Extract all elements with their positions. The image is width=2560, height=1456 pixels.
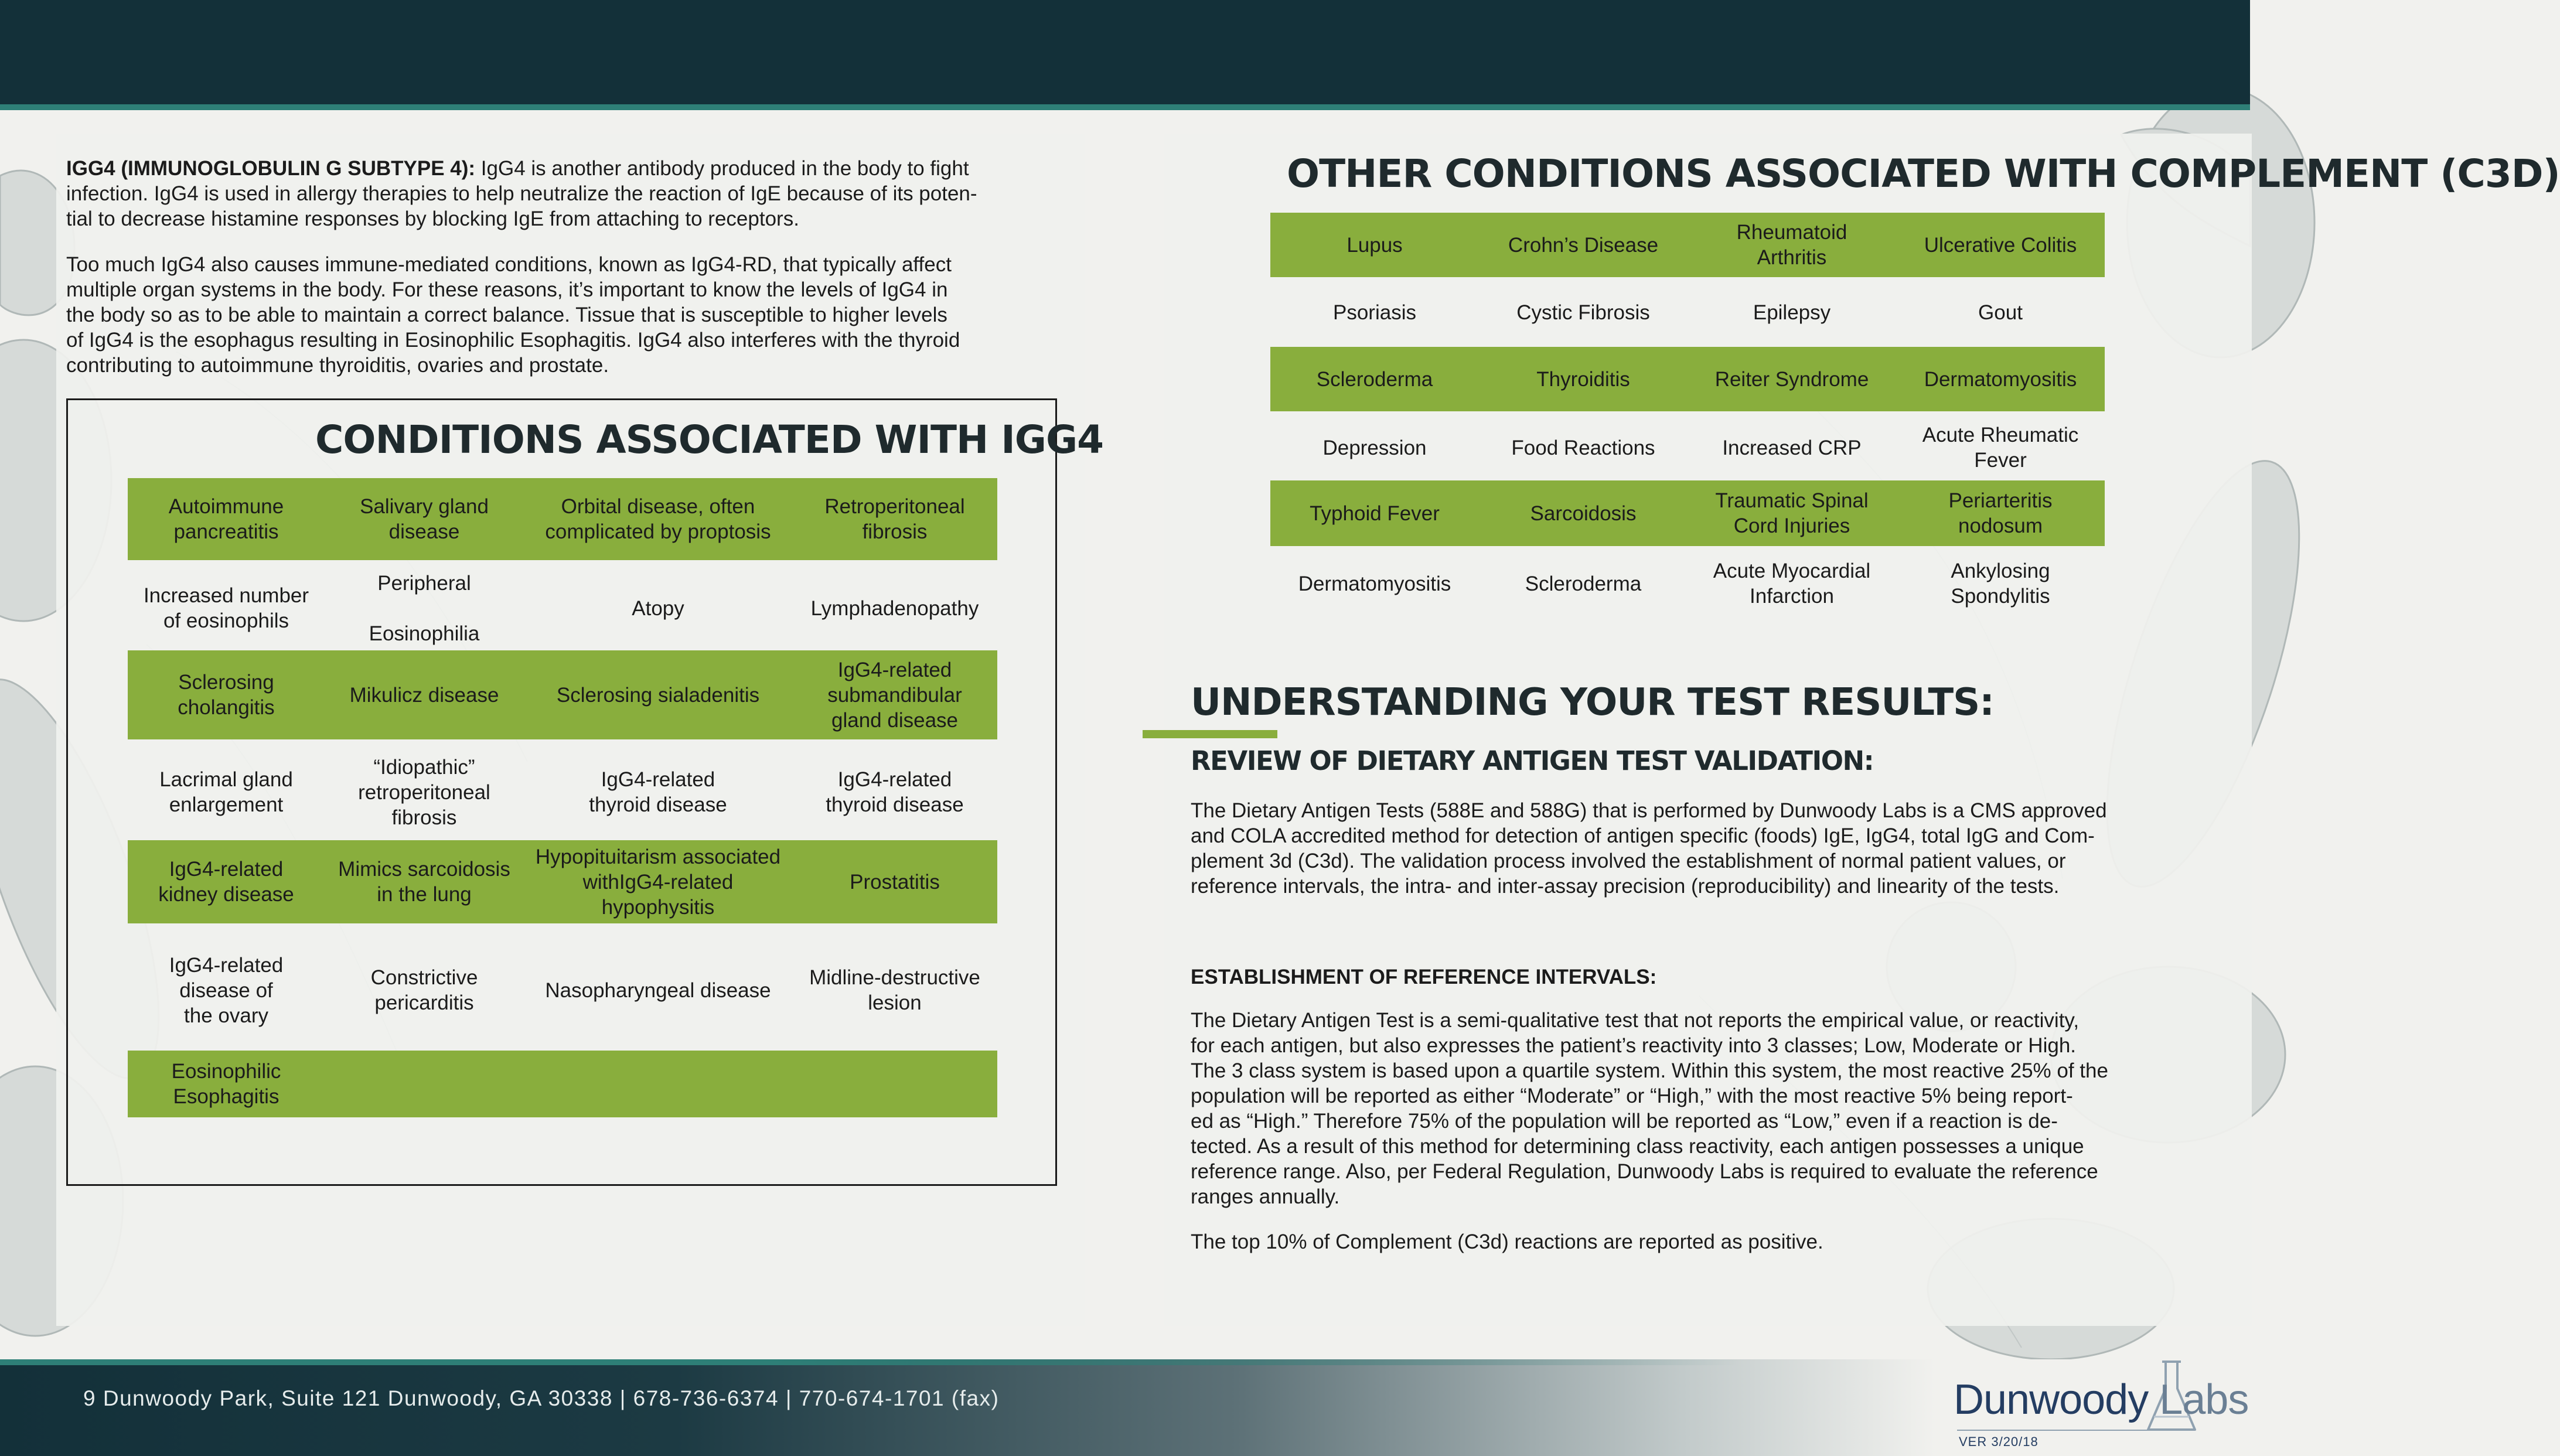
igg4-cell: Eosinophilic Esophagitis (171, 1060, 281, 1108)
c3d-cell: Epilepsy (1753, 301, 1831, 324)
footer-address: 9 Dunwoody Park, Suite 121 Dunwoody, GA 30338 | 678-736-6374 | 770-674-1701 (fax) (83, 1386, 1000, 1410)
igg4-cell: Sclerosing sialadenitis (556, 683, 760, 707)
c3d-cell: Psoriasis (1333, 301, 1416, 324)
c3d-cell: Thyroiditis (1536, 367, 1630, 391)
footer-accent-line (0, 1359, 1934, 1365)
c3d-cell: Gout (1978, 301, 2023, 324)
igg4-cell: Lymphadenopathy (810, 596, 979, 620)
igg4-cell: Atopy (632, 596, 684, 620)
results-line: ranges annually. (1191, 1185, 1340, 1208)
igg4-intro-line: tial to decrease histamine responses by blocking IgE from attaching to receptors. (66, 207, 799, 230)
results-line: The 3 class system is based upon a quartile system. Within this system, the most reactive 25% of the (1191, 1059, 2108, 1082)
igg4-cell (524, 1051, 792, 1117)
igg4-row (128, 566, 997, 650)
igg4-cell: IgG4-related submandibular gland disease (827, 658, 962, 732)
c3d-cell: Crohn’s Disease (1508, 233, 1659, 257)
c3d-row (1270, 480, 2105, 546)
igg4-cell (792, 1051, 997, 1117)
results-paragraph-3: The top 10% of Complement (C3d) reactions are reported as positive. (1191, 1230, 1823, 1253)
c3d-cell: Increased CRP (1722, 436, 1862, 459)
igg4-cell: Prostatitis (850, 870, 940, 894)
igg4-para-line: contributing to autoimmune thyroiditis, ovaries and prostate. (66, 354, 609, 377)
igg4-paragraph-2 (66, 252, 1062, 378)
c3d-cell: Dermatomyositis (1924, 367, 2077, 391)
igg4-row (128, 1051, 997, 1117)
logo-accent-text: Labs (2148, 1376, 2249, 1423)
igg4-cell: Constrictive pericarditis (370, 966, 478, 1014)
c3d-cell: Food Reactions (1511, 436, 1655, 459)
igg4-cell: Increased number of eosinophils (143, 584, 309, 632)
igg4-cell: Lacrimal gland enlargement (159, 768, 293, 816)
c3d-row (1270, 547, 2105, 620)
reference-intervals-heading: ESTABLISHMENT OF REFERENCE INTERVALS: (1191, 966, 1657, 988)
igg4-cell: Orbital disease, often complicated by proptosis (545, 495, 771, 543)
igg4-row (128, 745, 997, 839)
igg4-cell: Mimics sarcoidosis in the lung (338, 858, 510, 906)
igg4-cell: Mikulicz disease (349, 683, 499, 707)
c3d-cell: Acute Rheumatic Fever (1922, 424, 2079, 472)
igg4-table-title: CONDITIONS ASSOCIATED WITH IGG4 (315, 417, 1104, 462)
heading-accent-bar (1143, 730, 1277, 738)
results-line: ed as “High.” Therefore 75% of the population will be reported as “Low,” even if a reaction is de- (1191, 1110, 2058, 1133)
igg4-intro (66, 156, 1062, 231)
c3d-cell: Lupus (1347, 233, 1403, 257)
header-bar (0, 0, 2250, 104)
results-line: The Dietary Antigen Tests (588E and 588G) that is performed by Dunwoody Labs is a CMS approved (1191, 799, 2107, 822)
igg4-cell: Sclerosing cholangitis (178, 671, 275, 719)
results-line: tected. As a result of this method for determining class reactivity, each antigen possesses a unique (1191, 1135, 2084, 1158)
c3d-cell: Acute Myocardial Infarction (1713, 560, 1871, 608)
igg4-cell: Hypopituitarism associated withIgG4-related hypophysitis (535, 845, 781, 919)
igg4-cell: Salivary gland disease (360, 495, 489, 543)
c3d-cell: Reiter Syndrome (1714, 367, 1869, 391)
c3d-cell: Cystic Fibrosis (1516, 301, 1650, 324)
c3d-cell: Ankylosing Spondylitis (1951, 560, 2050, 608)
results-line: for each antigen, but also expresses the patient’s reactivity into 3 classes; Low, Moderate or High. (1191, 1034, 2077, 1057)
results-paragraph-2 (1191, 1008, 2234, 1209)
c3d-row (1270, 347, 2105, 411)
logo-underline (1957, 1430, 2177, 1431)
igg4-para-line: the body so as to be able to maintain a correct balance. Tissue that is susceptible to higher levels (66, 304, 947, 326)
igg4-row (128, 650, 997, 739)
c3d-cell: Scleroderma (1525, 572, 1642, 595)
c3d-cell: Scleroderma (1316, 367, 1433, 391)
igg4-para-line: Too much IgG4 also causes immune-mediated conditions, known as IgG4-RD, that typically affect (66, 253, 952, 276)
igg4-cell: Autoimmune pancreatitis (168, 495, 284, 543)
igg4-cell: IgG4-related kidney disease (158, 858, 294, 906)
header-accent-line (0, 104, 2250, 110)
c3d-cell: Depression (1322, 436, 1427, 459)
c3d-cell: Dermatomyositis (1298, 572, 1451, 595)
igg4-cell (325, 1051, 524, 1117)
results-line: reference intervals, the intra- and inter-assay precision (reproducibility) and linearity of the tests. (1191, 875, 2060, 898)
results-line: The Dietary Antigen Test is a semi-qualitative test that not reports the empirical value, or reactivity, (1191, 1009, 2080, 1032)
c3d-cell: Periarteritis nodosum (1948, 489, 2053, 537)
igg4-cell: IgG4-related thyroid disease (589, 768, 727, 816)
igg4-intro-line: infection. IgG4 is used in allergy therapies to help neutralize the reaction of IgE because of its poten- (66, 182, 977, 205)
results-line: reference range. Also, per Federal Regulation, Dunwoody Labs is required to evaluate the reference (1191, 1160, 2098, 1183)
igg4-intro-line: IgG4 is another antibody produced in the body to fight (475, 157, 969, 180)
c3d-cell: Typhoid Fever (1310, 502, 1440, 525)
igg4-cell: Nasopharyngeal disease (545, 978, 771, 1002)
c3d-cell: Sarcoidosis (1530, 502, 1637, 525)
results-paragraph-1 (1191, 798, 2234, 899)
c3d-row (1270, 213, 2105, 277)
results-heading: UNDERSTANDING YOUR TEST RESULTS: (1191, 681, 1994, 724)
igg4-row (128, 840, 997, 923)
version-label: VER 3/20/18 (1959, 1434, 2039, 1449)
results-line: plement 3d (C3d). The validation process involved the establishment of normal patient values, or (1191, 850, 2066, 872)
logo-main-text: Dunwoody (1954, 1376, 2149, 1423)
results-line: population will be reported as either “Moderate” or “High,” with the most reactive 5% being report- (1191, 1085, 2073, 1107)
c3d-table-title: OTHER CONDITIONS ASSOCIATED WITH COMPLEMENT (C3D) (1287, 151, 2560, 196)
c3d-cell: Rheumatoid Arthritis (1736, 221, 1847, 269)
results-subheading: REVIEW OF DIETARY ANTIGEN TEST VALIDATION: (1191, 745, 1874, 776)
igg4-cell: Peripheral Eosinophilia (369, 571, 480, 645)
igg4-cell: IgG4-related thyroid disease (826, 768, 964, 816)
igg4-cell: Midline-destructive lesion (809, 966, 980, 1014)
igg4-intro-bold: IGG4 (IMMUNOGLOBULIN G SUBTYPE 4): (66, 157, 476, 180)
c3d-cell: Traumatic Spinal Cord Injuries (1715, 489, 1869, 537)
c3d-row (1270, 280, 2105, 345)
igg4-para-line: of IgG4 is the esophagus resulting in Eosinophilic Esophagitis. IgG4 also interferes with the thyroid (66, 329, 960, 352)
igg4-cell: IgG4-related disease of the ovary (169, 953, 284, 1027)
c3d-cell: Ulcerative Colitis (1924, 233, 2077, 257)
igg4-cell: Retroperitoneal fibrosis (824, 495, 965, 543)
igg4-row (128, 937, 997, 1043)
dunwoody-labs-logo (1954, 1376, 2248, 1424)
igg4-para-line: multiple organ systems in the body. For these reasons, it’s important to know the levels of IgG4 in (66, 278, 948, 301)
results-line: and COLA accredited method for detection of antigen specific (foods) IgE, IgG4, total IgG and Com- (1191, 824, 2095, 847)
igg4-row (128, 478, 997, 560)
igg4-cell: “Idiopathic” retroperitoneal fibrosis (358, 755, 490, 829)
c3d-row (1270, 415, 2105, 480)
